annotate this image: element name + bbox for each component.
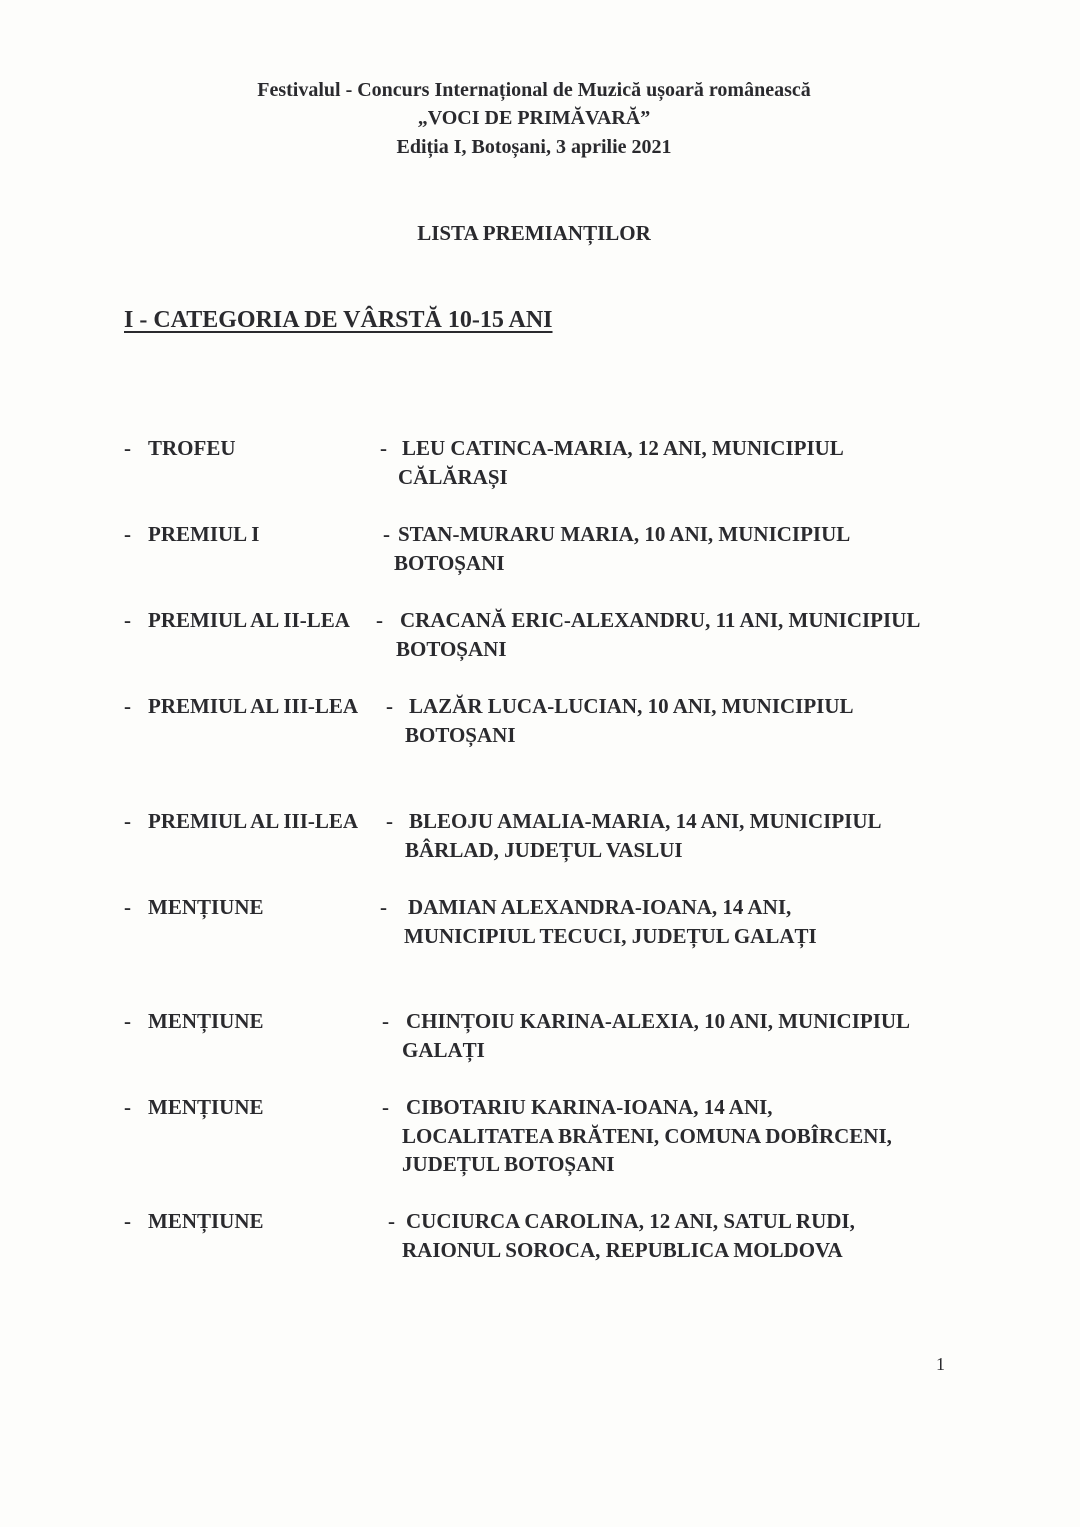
winner-line: STAN-MURARU MARIA, 10 ANI, MUNICIPIUL (398, 522, 851, 546)
winner-details (404, 893, 817, 950)
winner-line: MUNICIPIUL TECUCI, JUDEȚUL GALAȚI (404, 923, 817, 948)
bullet-dash: - (124, 1009, 131, 1033)
winner-line: RAIONUL SOROCA, REPUBLICA MOLDOVA (402, 1237, 843, 1262)
winner-line: CĂLĂRAȘI (398, 464, 508, 489)
prize-label: PREMIUL AL II-LEA (148, 608, 350, 632)
winner-line: BOTOȘANI (405, 722, 516, 747)
winner-line: LAZĂR LUCA-LUCIAN, 10 ANI, MUNICIPIUL (409, 694, 854, 718)
separator-dash: - (380, 436, 387, 460)
separator-dash: - (386, 809, 393, 833)
separator-dash: - (386, 694, 393, 718)
bullet-dash: - (124, 694, 131, 718)
bullet-dash: - (124, 809, 131, 833)
prize-label: TROFEU (148, 436, 236, 460)
category-heading: I - CATEGORIA DE VÂRSTĂ 10-15 ANI (124, 307, 553, 333)
winner-details (405, 807, 882, 864)
winner-line: BÂRLAD, JUDEȚUL VASLUI (405, 837, 683, 862)
bullet-dash: - (124, 436, 131, 460)
winner-line: BOTOȘANI (396, 636, 507, 661)
winner-line: CRACANĂ ERIC-ALEXANDRU, 11 ANI, MUNICIPIUL (400, 608, 921, 632)
prize-label: PREMIUL AL III-LEA (148, 809, 359, 833)
edition-line: Ediția I, Botoșani, 3 aprilie 2021 (396, 136, 672, 158)
winner-details (394, 520, 851, 577)
winner-line: CUCIURCA CAROLINA, 12 ANI, SATUL RUDI, (406, 1209, 855, 1233)
winner-line: GALAȚI (402, 1037, 485, 1062)
winner-details (402, 1093, 892, 1179)
prize-label: PREMIUL AL III-LEA (148, 694, 359, 718)
prize-label: MENȚIUNE (148, 895, 264, 919)
separator-dash: - (380, 895, 387, 919)
list-title: LISTA PREMIANȚILOR (417, 221, 651, 245)
winner-line: LOCALITATEA BRĂTENI, COMUNA DOBÎRCENI, (402, 1123, 892, 1148)
bullet-dash: - (124, 1209, 131, 1233)
prize-label: MENȚIUNE (148, 1009, 264, 1033)
bullet-dash: - (124, 895, 131, 919)
festival-title: Festivalul - Concurs Internațional de Muzică ușoară românească (257, 79, 811, 101)
bullet-dash: - (124, 522, 131, 546)
bullet-dash: - (124, 608, 131, 632)
separator-dash: - (382, 1095, 389, 1119)
winner-line: CIBOTARIU KARINA-IOANA, 14 ANI, (406, 1095, 773, 1119)
separator-dash: - (382, 1009, 389, 1033)
winner-details (402, 1207, 855, 1264)
prize-label: MENȚIUNE (148, 1209, 264, 1233)
winner-details (398, 434, 844, 491)
winner-details (402, 1007, 911, 1064)
winner-line: BOTOȘANI (394, 550, 505, 575)
separator-dash: - (376, 608, 383, 632)
separator-dash: - (388, 1209, 395, 1233)
winner-details (405, 692, 854, 749)
page-number: 1 (936, 1354, 945, 1374)
prize-label: MENȚIUNE (148, 1095, 264, 1119)
bullet-dash: - (124, 1095, 131, 1119)
winner-line: BLEOJU AMALIA-MARIA, 14 ANI, MUNICIPIUL (409, 809, 882, 833)
winner-details (396, 606, 921, 663)
prize-label: PREMIUL I (148, 522, 260, 546)
winner-line: LEU CATINCA-MARIA, 12 ANI, MUNICIPIUL (402, 436, 844, 460)
separator-dash: - (383, 522, 390, 546)
winner-line: JUDEȚUL BOTOȘANI (402, 1152, 615, 1176)
winner-line: CHINȚOIU KARINA-ALEXIA, 10 ANI, MUNICIPIUL (406, 1009, 911, 1033)
festival-name: „VOCI DE PRIMĂVARĂ” (417, 107, 651, 129)
winner-line: DAMIAN ALEXANDRA-IOANA, 14 ANI, (408, 895, 792, 919)
